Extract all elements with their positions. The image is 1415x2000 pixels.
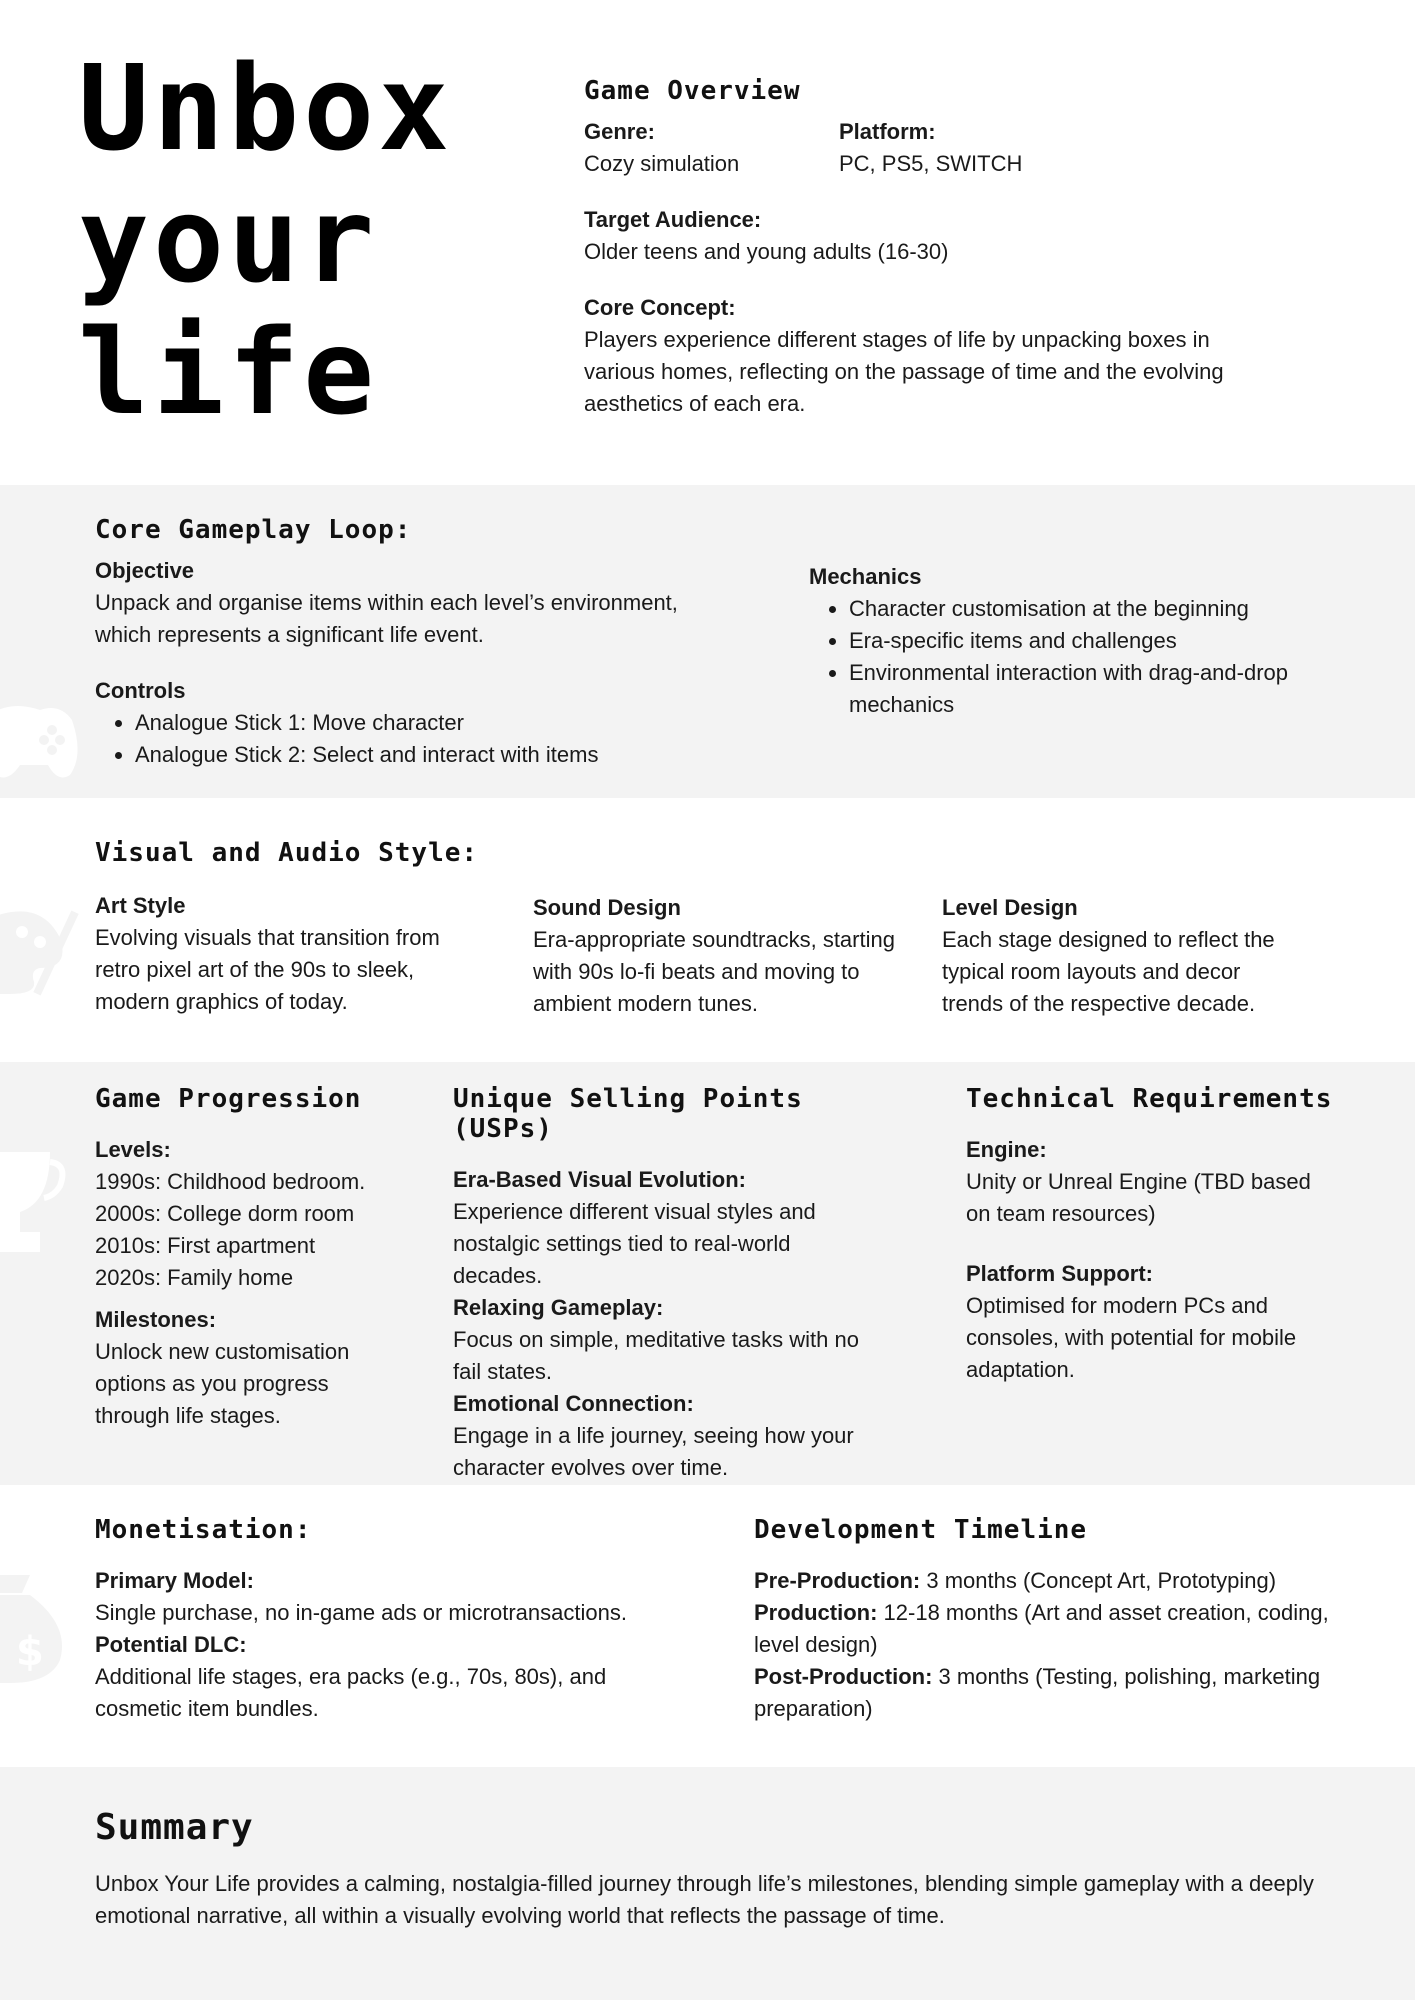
level-design-text: Each stage designed to reflect the typical room layouts and decor trends of the respective decade. — [942, 927, 1275, 1016]
loop-heading: Core Gameplay Loop: — [95, 515, 412, 545]
visual-column-art — [95, 838, 515, 1018]
genre-label: Genre: — [584, 119, 655, 144]
emotional-connection-label: Emotional Connection: — [453, 1391, 694, 1416]
platform-support-text: Optimised for modern PCs and consoles, with potential for mobile adaptation. — [966, 1293, 1297, 1382]
art-style-text: Evolving visuals that transition from retro pixel art of the 90s to sleek, modern graphics of today. — [95, 925, 440, 1014]
title-line-1: Unbox — [78, 39, 454, 177]
potential-dlc-text: Additional life stages, era packs (e.g., 70s, 80s), and cosmetic item bundles. — [95, 1664, 607, 1721]
title-block — [78, 39, 454, 441]
art-style-label: Art Style — [95, 893, 186, 918]
objective-text: Unpack and organise items within each level’s environment, which represents a significant life event. — [95, 590, 678, 647]
platform-support-label: Platform Support: — [966, 1261, 1153, 1286]
controls-label: Controls — [95, 678, 186, 703]
control-item: • Analogue Stick 1: Move character — [135, 707, 735, 739]
emotional-connection-text: Engage in a life journey, seeing how your character evolves over time. — [453, 1423, 854, 1480]
summary-section — [0, 1767, 1415, 2000]
concept-value: Players experience different stages of life by unpacking boxes in various homes, reflecting on the passage of time and the evolving aesthetics of each era. — [584, 327, 1224, 416]
visual-heading: Visual and Audio Style: — [95, 838, 479, 868]
production-label: Production: — [754, 1600, 878, 1625]
mechanics-list — [809, 593, 1289, 721]
relaxing-gameplay-label: Relaxing Gameplay: — [453, 1295, 664, 1320]
production-line — [754, 1597, 1349, 1661]
timeline-column — [754, 1515, 1354, 1725]
palette-icon — [0, 898, 80, 1008]
tech-column — [966, 1084, 1366, 1386]
genre-value: Cozy simulation — [584, 151, 740, 176]
primary-model-label: Primary Model: — [95, 1568, 254, 1593]
concept-label: Core Concept: — [584, 295, 736, 320]
mechanic-item: • Character customisation at the beginning — [849, 593, 1289, 625]
level-design-label: Level Design — [942, 895, 1078, 920]
engine-label: Engine: — [966, 1137, 1047, 1162]
visual-column-sound — [533, 892, 903, 1020]
tech-heading: Technical Requirements — [966, 1084, 1333, 1114]
summary-block — [95, 1807, 1345, 1932]
objective-label: Objective — [95, 558, 195, 583]
era-evolution-label: Era-Based Visual Evolution: — [453, 1167, 747, 1192]
level-item: 2020s: Family home — [95, 1265, 294, 1290]
mechanics-label: Mechanics — [809, 564, 922, 589]
sound-design-label: Sound Design — [533, 895, 681, 920]
overview-heading: Game Overview — [584, 76, 801, 106]
usps-heading: Unique Selling Points (USPs) — [453, 1084, 803, 1144]
visual-audio-section — [0, 798, 1415, 1062]
trophy-icon — [0, 1142, 70, 1262]
svg-text:$: $ — [16, 1629, 44, 1675]
timeline-heading: Development Timeline — [754, 1515, 1088, 1545]
progression-heading: Game Progression — [95, 1084, 362, 1114]
monetisation-column — [95, 1515, 695, 1725]
post-production-text: 3 months (Testing, polishing, marketing preparation) — [754, 1664, 1321, 1721]
level-item: 2000s: College dorm room — [95, 1201, 355, 1226]
sound-design-text: Era-appropriate soundtracks, starting with 90s lo-fi beats and moving to ambient modern tunes. — [533, 927, 895, 1016]
relaxing-gameplay-text: Focus on simple, meditative tasks with no fail states. — [453, 1327, 859, 1384]
visual-column-level — [942, 892, 1322, 1020]
levels-label: Levels: — [95, 1137, 171, 1162]
era-evolution-text: Experience different visual styles and nostalgic settings tied to real-world decades. — [453, 1199, 816, 1288]
monetisation-section — [0, 1485, 1415, 1767]
production-text: 12-18 months (Art and asset creation, coding, level design) — [754, 1600, 1329, 1657]
summary-heading: Summary — [95, 1807, 254, 1848]
gamepad-icon — [0, 685, 84, 785]
money-bag-icon — [0, 1565, 80, 1685]
audience-label: Target Audience: — [584, 207, 762, 232]
controls-list — [95, 707, 735, 771]
mechanic-item: • Era-specific items and challenges — [849, 625, 1289, 657]
title-line-3: life — [78, 303, 379, 441]
control-item: • Analogue Stick 2: Select and interact with items — [135, 739, 735, 771]
engine-text: Unity or Unreal Engine (TBD based on team resources) — [966, 1169, 1311, 1226]
game-overview — [584, 76, 1344, 420]
summary-text: Unbox Your Life provides a calming, nostalgia-filled journey through life’s milestones, blending simple gameplay with a deeply emotional narrative, all within a visually evolving world that reflects the passage of time. — [95, 1871, 1314, 1928]
monetisation-heading: Monetisation: — [95, 1515, 312, 1545]
progression-column — [95, 1084, 425, 1432]
title-line-2: your — [78, 171, 379, 309]
milestones-label: Milestones: — [95, 1307, 217, 1332]
potential-dlc-label: Potential DLC: — [95, 1632, 247, 1657]
post-production-label: Post-Production: — [754, 1664, 933, 1689]
milestones-text: Unlock new customisation options as you progress through life stages. — [95, 1339, 350, 1428]
loop-right-column — [809, 561, 1329, 721]
pre-production-label: Pre-Production: — [754, 1568, 921, 1593]
level-item: 2010s: First apartment — [95, 1233, 316, 1258]
level-item: 1990s: Childhood bedroom. — [95, 1169, 366, 1194]
audience-value: Older teens and young adults (16-30) — [584, 239, 949, 264]
mechanic-item: • Environmental interaction with drag-and-drop mechanics — [849, 657, 1289, 721]
platform-value: PC, PS5, SWITCH — [839, 151, 1023, 176]
post-production-line — [754, 1661, 1349, 1725]
pre-production-line — [754, 1565, 1354, 1597]
pre-production-text: 3 months (Concept Art, Prototyping) — [920, 1568, 1277, 1593]
details-section — [0, 1062, 1415, 1485]
core-gameplay-section — [0, 485, 1415, 798]
header-section — [0, 0, 1415, 485]
platform-label: Platform: — [839, 119, 936, 144]
usps-column — [453, 1084, 893, 1484]
loop-left-column — [95, 515, 735, 771]
primary-model-text: Single purchase, no in-game ads or microtransactions. — [95, 1600, 627, 1625]
